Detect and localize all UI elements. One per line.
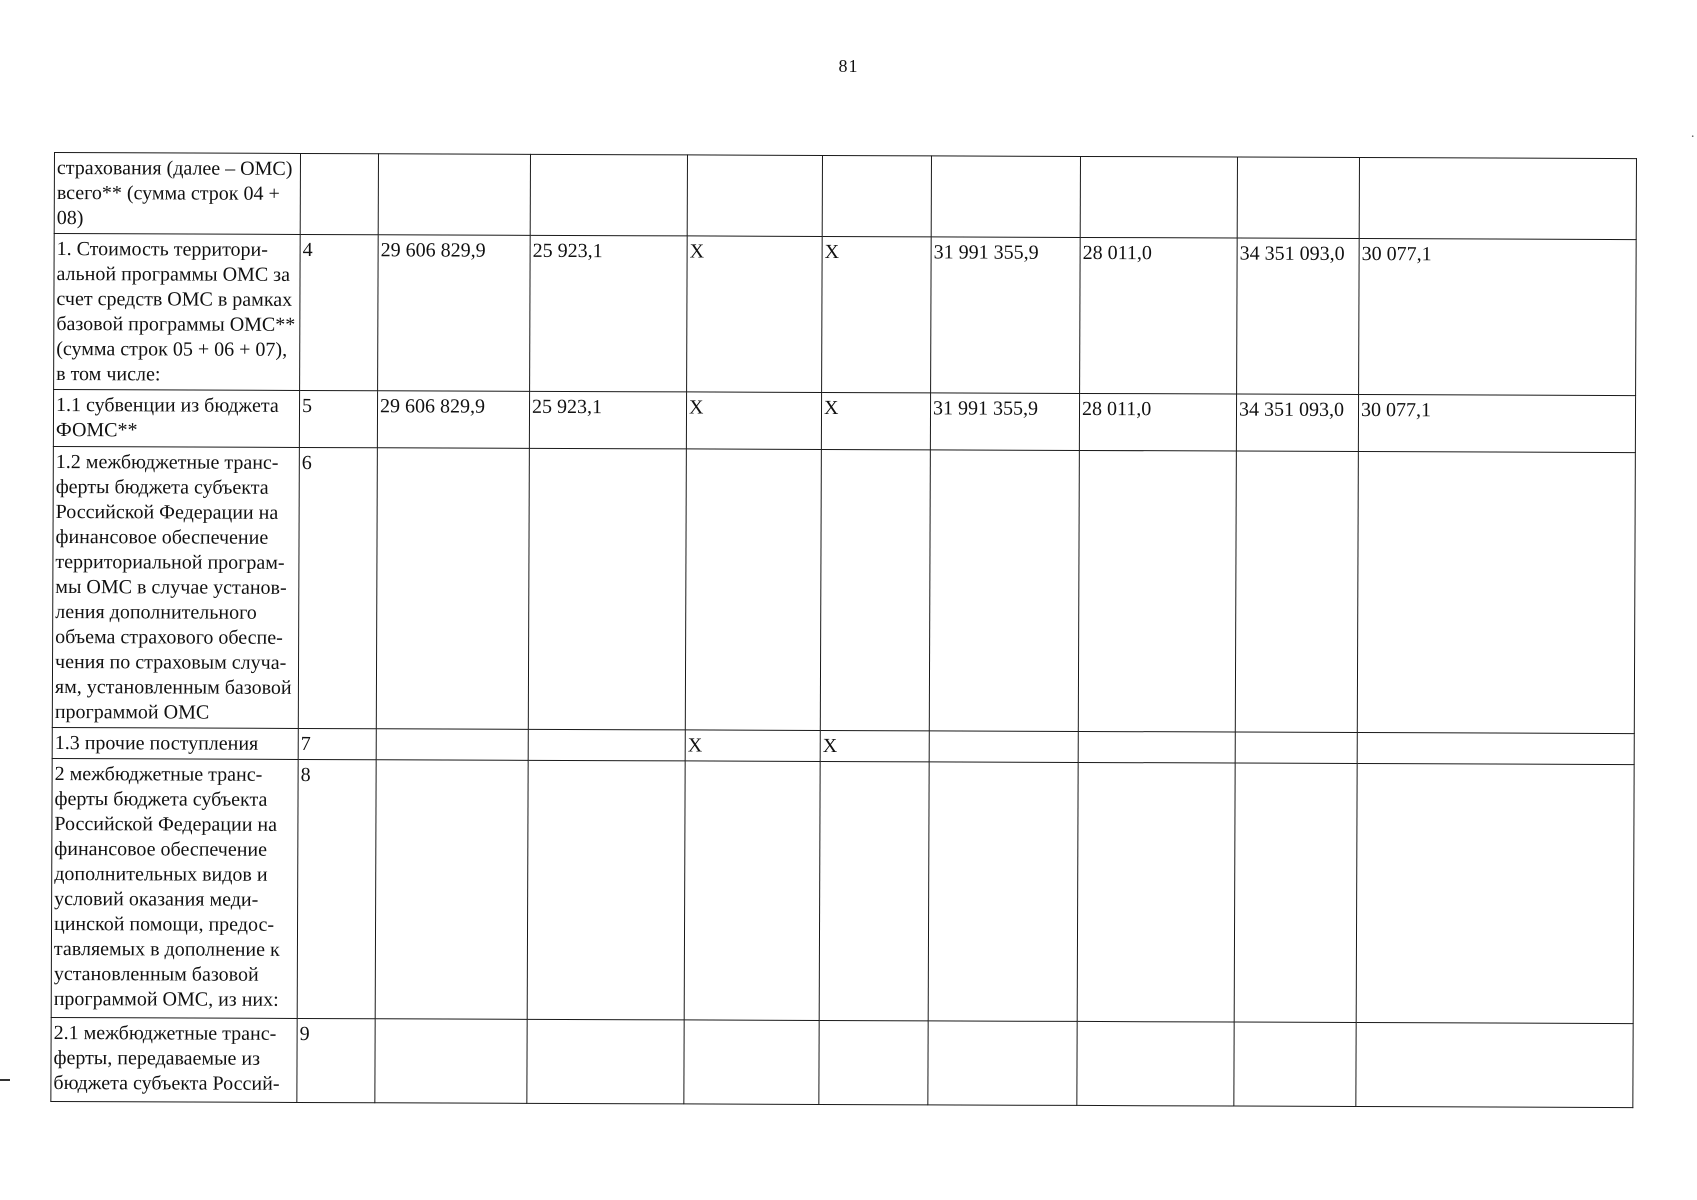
row-label: 1.1 субвенции из бюджета ФОМС** bbox=[53, 390, 299, 448]
table-cell bbox=[1234, 1022, 1356, 1106]
row-code: 6 bbox=[298, 447, 377, 728]
table-row bbox=[54, 234, 1637, 396]
table-cell: 25 923,1 bbox=[529, 391, 686, 449]
row-code bbox=[300, 153, 378, 234]
row-label: страхования (далее – ОМС) всего** (сумма строк 04 + 08) bbox=[54, 153, 300, 235]
row-label: 2.1 межбюджетные транс-ферты, передаваемые из бюджета субъекта Россий- bbox=[51, 1017, 297, 1102]
table-cell: 29 606 829,9 bbox=[377, 391, 529, 449]
row-label: 1. Стоимость территори-альной программы ОМС за счет средств ОМС в рамках базовой программы ОМС** (сумма строк 05 + 06 + 07), в том числе: bbox=[54, 234, 301, 391]
row-code: 9 bbox=[297, 1018, 375, 1102]
table-cell: 31 991 355,9 bbox=[931, 237, 1081, 394]
table-cell bbox=[928, 1021, 1077, 1106]
table-cell bbox=[819, 761, 929, 1020]
row-code: 7 bbox=[298, 728, 376, 759]
table-cell bbox=[822, 155, 931, 236]
table-cell bbox=[684, 1020, 819, 1105]
table-cell: X bbox=[822, 236, 932, 392]
table-cell bbox=[1357, 733, 1634, 765]
table-cell: 30 077,1 bbox=[1358, 395, 1635, 453]
table-cell bbox=[1356, 1023, 1633, 1108]
table-cell bbox=[527, 760, 685, 1020]
table-cell bbox=[929, 731, 1078, 763]
table-cell bbox=[1235, 732, 1357, 763]
table-cell bbox=[1078, 450, 1236, 732]
margin-mark: · bbox=[1690, 130, 1695, 145]
table-cell bbox=[528, 448, 686, 730]
row-label: 1.3 прочие поступления bbox=[52, 727, 298, 759]
table-cell bbox=[931, 156, 1080, 238]
table-cell bbox=[684, 761, 820, 1021]
table-row bbox=[51, 758, 1634, 1023]
table-cell bbox=[820, 449, 930, 730]
table-cell bbox=[1077, 762, 1235, 1022]
table-row bbox=[52, 446, 1635, 733]
table-cell bbox=[1237, 157, 1359, 238]
row-code: 4 bbox=[300, 234, 379, 390]
table-cell bbox=[685, 449, 821, 731]
table-cell bbox=[1359, 158, 1636, 240]
table-cell bbox=[1077, 1021, 1234, 1106]
table-cell: X bbox=[687, 236, 823, 393]
row-label: 2 межбюджетные транс-ферты бюджета субъекта Российской Федерации на финансовое обеспечение дополнительных видов и условий оказания меди-цинской помощи, предос-тавляемых в дополнение к установленным базовой программой ОМС, из них: bbox=[51, 758, 298, 1018]
table-cell: 30 077,1 bbox=[1359, 239, 1637, 396]
table-cell: X bbox=[820, 730, 929, 761]
page-number: 81 bbox=[838, 56, 859, 76]
table-cell: 25 923,1 bbox=[530, 235, 688, 392]
table-row bbox=[53, 390, 1635, 453]
table-cell: X bbox=[686, 392, 821, 450]
table-cell: 34 351 093,0 bbox=[1236, 394, 1358, 451]
table-cell bbox=[1080, 156, 1237, 238]
table-row bbox=[54, 153, 1636, 240]
table-cell: 29 606 829,9 bbox=[378, 235, 531, 392]
table-cell bbox=[819, 1020, 928, 1104]
table-cell: 28 011,0 bbox=[1079, 393, 1236, 451]
table-cell bbox=[1235, 451, 1358, 732]
table-cell bbox=[1234, 763, 1357, 1022]
table-cell bbox=[527, 1019, 684, 1104]
table-cell bbox=[375, 760, 528, 1020]
table-cell bbox=[378, 154, 530, 236]
table-cell: 31 991 355,9 bbox=[930, 393, 1079, 451]
table-cell bbox=[376, 448, 529, 730]
table-cell bbox=[376, 729, 528, 761]
table-cell bbox=[1356, 764, 1634, 1024]
row-code: 5 bbox=[299, 390, 377, 447]
budget-table bbox=[50, 152, 1637, 1108]
row-code: 8 bbox=[297, 759, 376, 1018]
table-cell bbox=[1357, 452, 1635, 734]
table-row bbox=[51, 1017, 1633, 1107]
table-cell bbox=[928, 762, 1078, 1022]
table-cell bbox=[530, 154, 687, 236]
table-cell: X bbox=[685, 730, 820, 762]
margin-tick bbox=[0, 1079, 10, 1081]
table-cell bbox=[687, 155, 822, 237]
table-cell: 28 011,0 bbox=[1080, 237, 1238, 394]
table-cell bbox=[528, 729, 685, 761]
table-cell: X bbox=[821, 392, 930, 449]
table-cell bbox=[375, 1019, 527, 1104]
table-cell: 34 351 093,0 bbox=[1237, 238, 1360, 394]
table-cell bbox=[929, 450, 1079, 732]
row-label: 1.2 межбюджетные транс-ферты бюджета субъекта Российской Федерации на финансовое обеспечение территориальной програм-мы ОМС в случае установ-ления дополнительного объема страхового обеспе-чения по страховым случа-ям, установленным базовой программой ОМС bbox=[52, 446, 299, 728]
table-cell bbox=[1078, 731, 1235, 763]
